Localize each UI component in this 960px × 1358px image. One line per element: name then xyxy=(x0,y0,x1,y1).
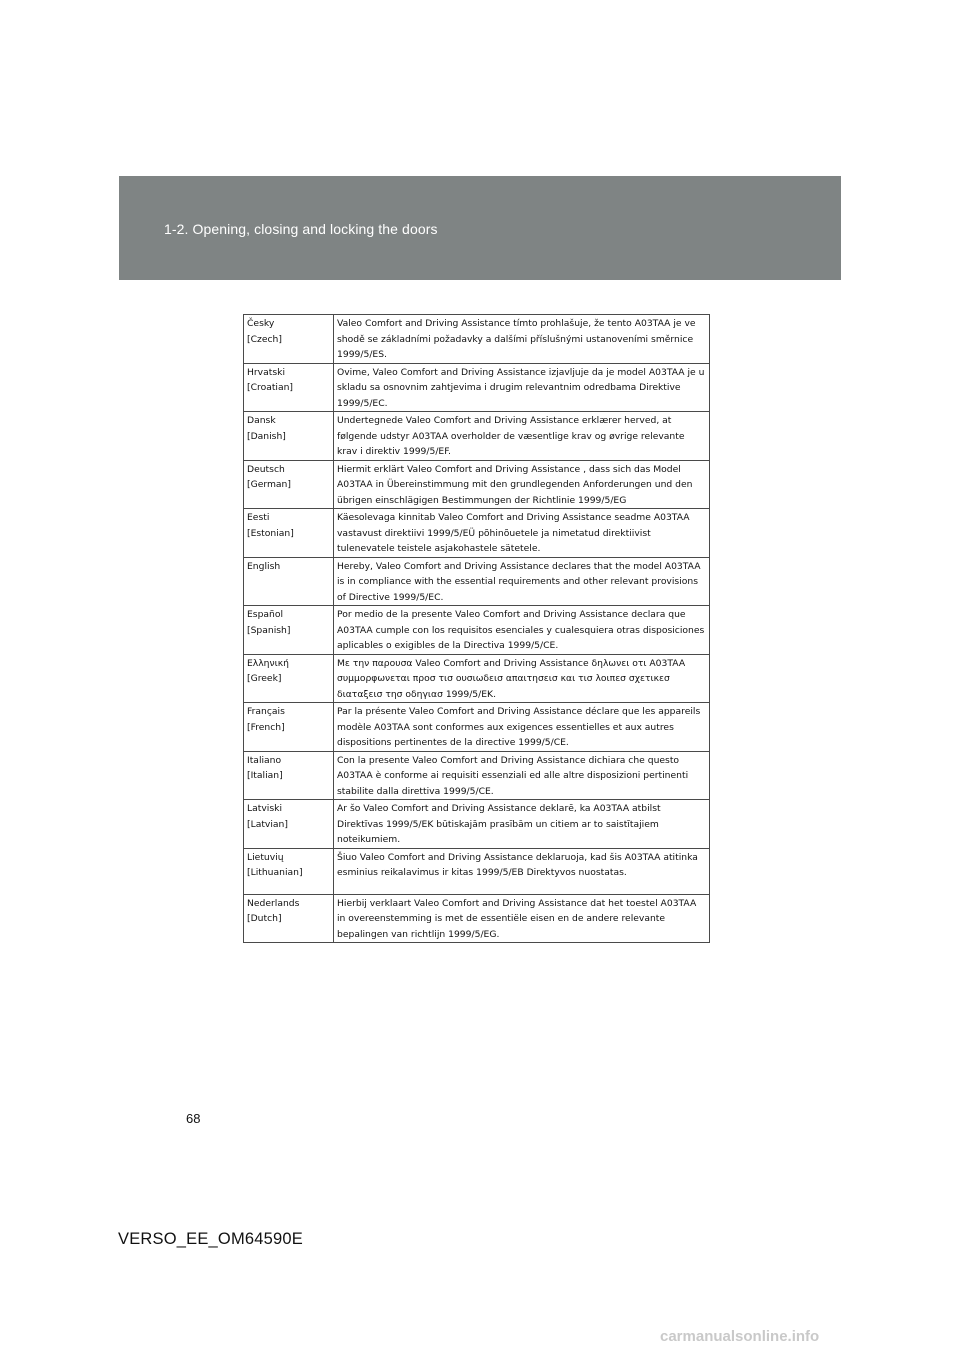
language-name: Česky xyxy=(247,318,275,329)
table-row xyxy=(244,557,710,606)
language-name: English xyxy=(247,560,281,572)
declaration-text: Hiermit erklärt Valeo Comfort and Driving Assistance , dass sich das Model A03TAA in Übereinstimmung mit den grundlegenden Anforderungen und den übrigen einschlägigen Bestimmungen der Richtlinie 1999/5/EG xyxy=(334,460,710,509)
section-header xyxy=(119,176,841,280)
declaration-text: Με την παρουσα Valeo Comfort and Driving Assistance δηλωνει οτι A03TAA συμμορφωνεται προσ τισ ουσιωδεισ απαιτησεισ και τισ λοιπεσ σχετικεσ διαταξεισ τησ οδηγιασ 1999/5/ΕΚ. xyxy=(334,654,710,703)
language-name: Español xyxy=(247,609,284,620)
declaration-table-body xyxy=(244,315,710,943)
table-row xyxy=(244,606,710,655)
declaration-text: Hereby, Valeo Comfort and Driving Assistance declares that the model A03TAA is in compliance with the essential requirements and other relevant provisions of Directive 1999/5/EC. xyxy=(334,557,710,606)
table-row xyxy=(244,315,710,364)
language-english: [Dutch] xyxy=(247,913,282,924)
language-english: [Czech] xyxy=(247,333,282,345)
language-name: Eesti xyxy=(247,512,270,523)
table-row xyxy=(244,800,710,849)
language-name: Dansk xyxy=(247,415,276,426)
language-cell xyxy=(244,751,334,800)
language-english: [Italian] xyxy=(247,770,283,781)
declaration-text: Por medio de la presente Valeo Comfort and Driving Assistance declara que A03TAA cumple con los requisitos esenciales y cualesquiera otras disposiciones aplicables o exigibles de la Directiva 1999/5/CE. xyxy=(334,606,710,655)
language-name: Nederlands xyxy=(247,897,300,909)
language-cell xyxy=(244,894,334,943)
declaration-table xyxy=(243,314,710,943)
language-cell xyxy=(244,848,334,894)
declaration-text: Con la presente Valeo Comfort and Driving Assistance dichiara che questo A03TAA è conforme ai requisiti essenziali ed alle altre disposizioni pertinenti stabilite dalla direttiva 1999/5/CE. xyxy=(334,751,710,800)
language-cell xyxy=(244,654,334,703)
table-row xyxy=(244,894,710,943)
table-row xyxy=(244,509,710,558)
declaration-text: Ovime, Valeo Comfort and Driving Assistance izjavljuje da je model A03TAA je u skladu sa osnovnim zahtjevima i drugim relevantnim odredbama Direktive 1999/5/EC. xyxy=(334,363,710,412)
declaration-text: Par la présente Valeo Comfort and Driving Assistance déclare que les appareils modèle A03TAA sont conformes aux exigences essentielles et aux autres dispositions pertinentes de la directive 1999/5/CE. xyxy=(334,703,710,752)
table-row xyxy=(244,703,710,752)
declaration-text: Šiuo Valeo Comfort and Driving Assistance deklaruoja, kad šis A03TAA atitinka esminius reikalavimus ir kitas 1999/5/EB Direktyvos nuostatas. xyxy=(334,848,710,894)
language-english: [Croatian] xyxy=(247,382,294,393)
table-row xyxy=(244,654,710,703)
language-cell xyxy=(244,315,334,364)
language-english: [Greek] xyxy=(247,673,282,684)
declaration-text: Hierbij verklaart Valeo Comfort and Driving Assistance dat het toestel A03TAA in overeenstemming is met de essentiële eisen en de andere relevante bepalingen van richtlijn 1999/5/EG. xyxy=(334,894,710,943)
language-cell xyxy=(244,800,334,849)
language-english: [French] xyxy=(247,721,285,733)
watermark-text: carmanualsonline.info xyxy=(660,1328,820,1345)
table-row xyxy=(244,363,710,412)
language-cell xyxy=(244,606,334,655)
language-english: [Spanish] xyxy=(247,624,291,636)
page-number: 68 xyxy=(186,1111,201,1126)
declaration-text: Käesolevaga kinnitab Valeo Comfort and Driving Assistance seadme A03TAA vastavust direktiivi 1999/5/EÜ põhinõuetele ja nimetatud direktiivist tulenevatele teistele asjakohastele sätetele. xyxy=(334,509,710,558)
table-row xyxy=(244,751,710,800)
table-row xyxy=(244,460,710,509)
document-code: VERSO_EE_OM64590E xyxy=(118,1230,303,1248)
language-english: [Danish] xyxy=(247,430,286,442)
language-cell xyxy=(244,703,334,752)
language-english: [German] xyxy=(247,479,291,490)
language-name: Hrvatski xyxy=(247,366,286,378)
language-name: Ελληνική xyxy=(247,657,289,669)
language-english: [Estonian] xyxy=(247,527,294,539)
table-row xyxy=(244,412,710,461)
language-name: Latviski xyxy=(247,803,283,814)
table-row xyxy=(244,848,710,894)
language-name: Italiano xyxy=(247,754,282,766)
declaration-text: Ar šo Valeo Comfort and Driving Assistance deklarē, ka A03TAA atbilst Direktīvas 1999/5/EK būtiskajām prasībām un citiem ar to saistītajiem noteikumiem. xyxy=(334,800,710,849)
section-title: 1-2. Opening, closing and locking the doors xyxy=(164,221,438,237)
language-name: Deutsch xyxy=(247,463,285,475)
language-cell xyxy=(244,460,334,509)
language-english: [Latvian] xyxy=(247,818,288,830)
declaration-text: Undertegnede Valeo Comfort and Driving Assistance erklærer herved, at følgende udstyr A03TAA overholder de væsentlige krav og øvrige relevante krav i direktiv 1999/5/EF. xyxy=(334,412,710,461)
language-cell xyxy=(244,412,334,461)
declaration-text: Valeo Comfort and Driving Assistance tímto prohlašuje, že tento A03TAA je ve shodě se základními požadavky a dalšími příslušnými ustanoveními směrnice 1999/5/ES. xyxy=(334,315,710,364)
language-cell xyxy=(244,363,334,412)
language-english: [Lithuanian] xyxy=(247,867,303,878)
language-name: Lietuvių xyxy=(247,851,284,863)
language-cell xyxy=(244,557,334,606)
language-cell xyxy=(244,509,334,558)
language-name: Français xyxy=(247,706,285,717)
